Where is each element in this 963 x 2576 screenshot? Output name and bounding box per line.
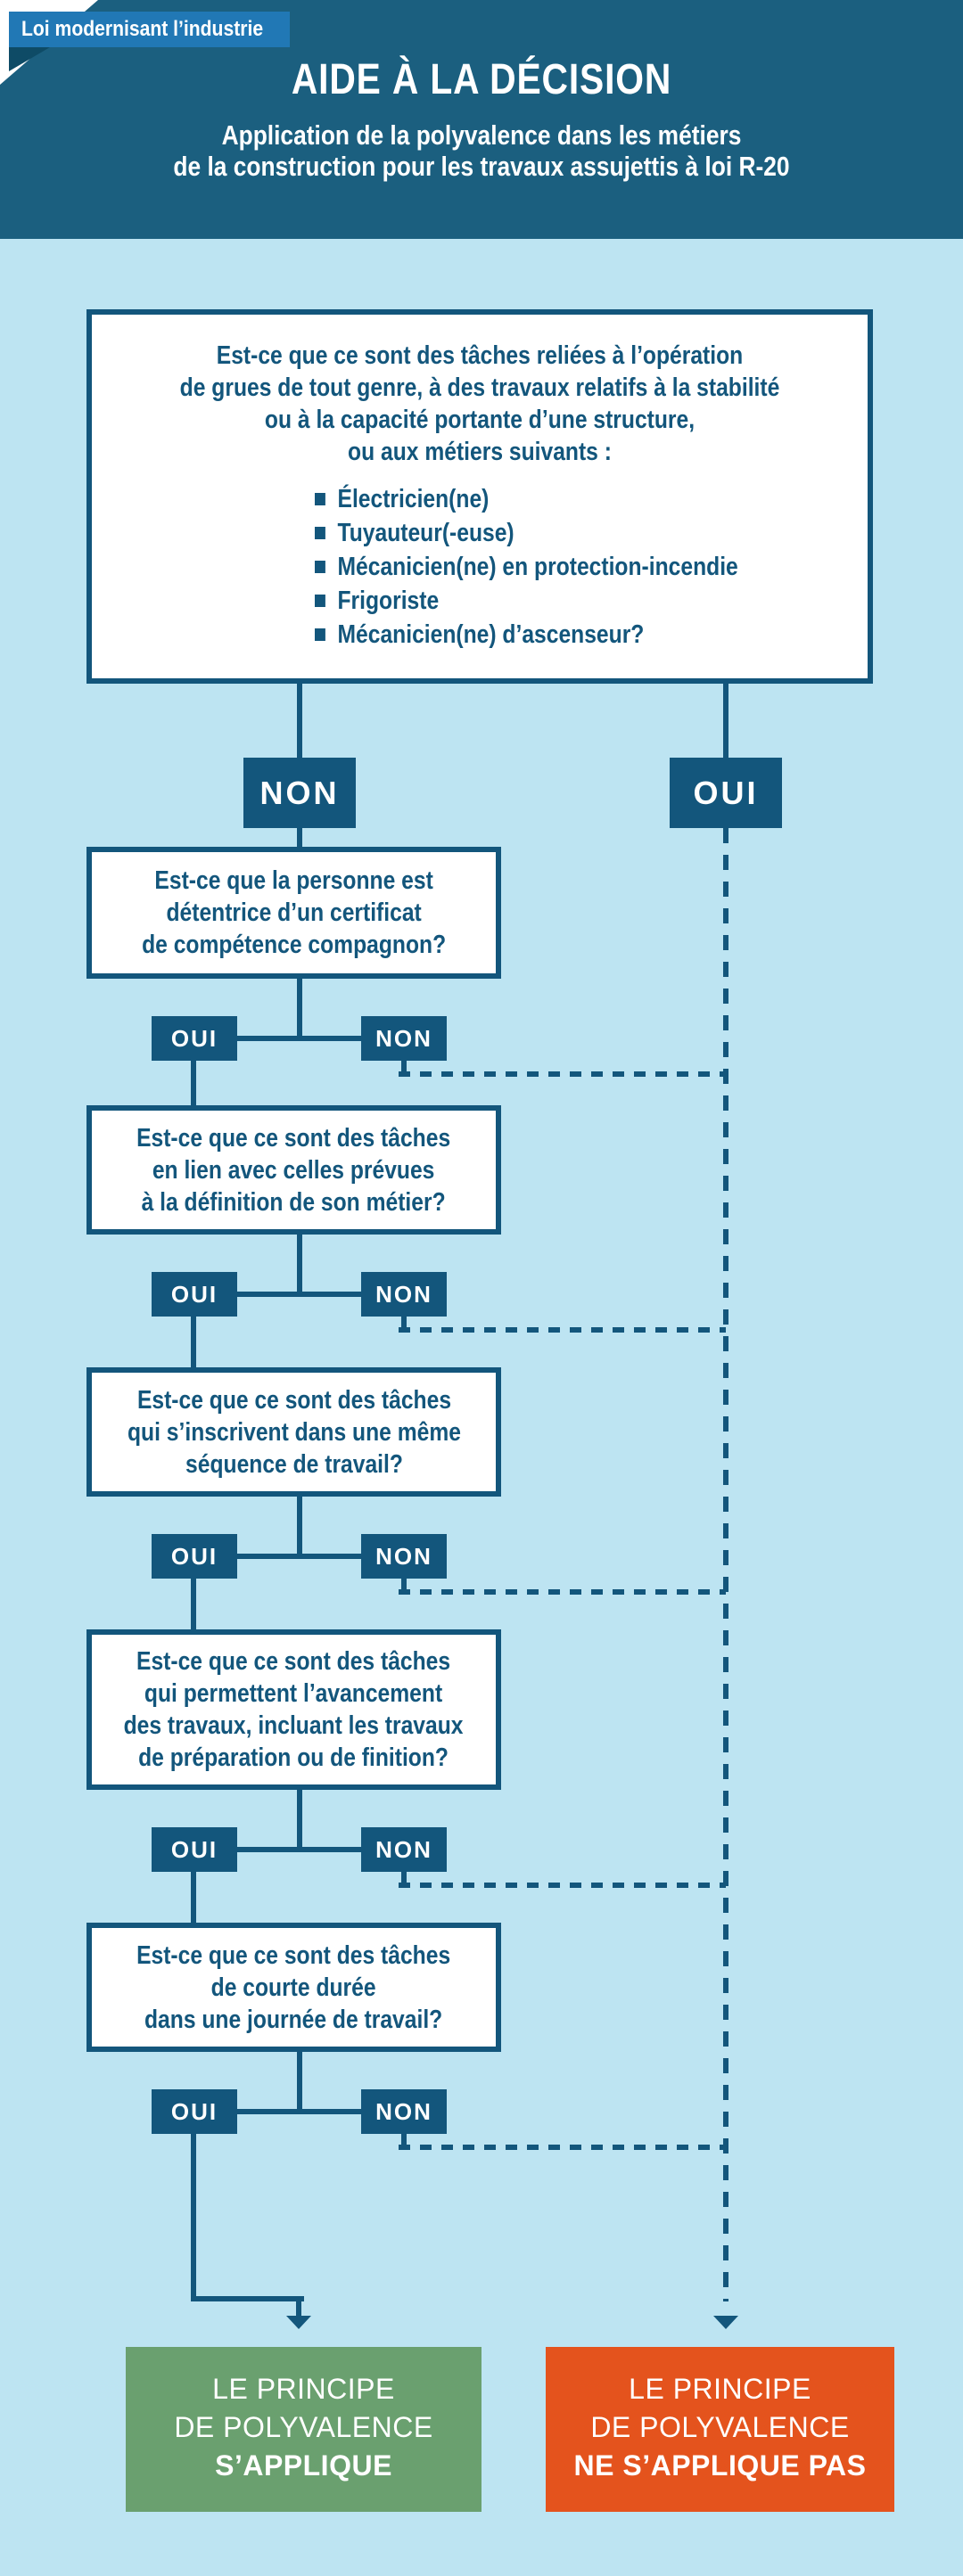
connector-oui-drop <box>191 1872 196 1923</box>
trade-label: Mécanicien(ne) d’ascenseur? <box>337 619 645 649</box>
connector-oui-drop <box>191 1317 196 1367</box>
trade-label: Tuyauteur(-euse) <box>337 518 514 547</box>
connector-horizontal <box>236 2109 361 2114</box>
law-ribbon <box>9 12 290 47</box>
trade-label: Électricien(ne) <box>337 484 490 513</box>
question-text: Est-ce que la personne est détentrice d’un certificat de compétence compagnon? <box>141 866 447 959</box>
law-ribbon-label: Loi modernisant l’industrie <box>21 17 264 41</box>
connector-stub <box>297 1235 302 1297</box>
connector-horizontal <box>236 1554 361 1559</box>
connector-non-stub <box>401 1579 407 1589</box>
square-bullet-icon <box>315 527 325 539</box>
header-banner <box>0 0 963 239</box>
connector-non-stub <box>401 1872 407 1883</box>
connector-horizontal <box>236 1847 361 1852</box>
outcome-not-applies-box <box>546 2347 894 2512</box>
outcome-applies-emphasis: S’APPLIQUE <box>215 2449 392 2482</box>
connector-final-shaft <box>296 2301 301 2316</box>
connector-final-oui-drop <box>191 2134 196 2301</box>
square-bullet-icon <box>315 595 325 607</box>
non-chip: NON <box>361 1272 447 1317</box>
list-item <box>315 584 785 618</box>
dashed-connector <box>399 1327 726 1333</box>
connector-stub <box>297 1790 302 1852</box>
oui-chip: OUI <box>152 1272 237 1317</box>
non-chip: NON <box>361 1016 447 1061</box>
question-box-2 <box>86 1105 501 1235</box>
start-question-box <box>86 309 873 684</box>
connector-non-stub <box>401 1061 407 1071</box>
non-chip: NON <box>361 1534 447 1579</box>
trade-label: Mécanicien(ne) en protection-incendie <box>337 552 738 581</box>
non-chip: NON <box>361 1827 447 1872</box>
dashed-arrow-down-icon <box>713 2316 738 2329</box>
connector-stub <box>297 2052 302 2114</box>
square-bullet-icon <box>315 628 325 641</box>
connector-horizontal <box>236 1036 361 1041</box>
question-text: Est-ce que ce sont des tâches en lien avec celles prévues à la définition de son métier? <box>136 1123 451 1217</box>
dashed-bypass-line <box>723 828 728 2301</box>
connector-non-stub <box>401 2134 407 2145</box>
question-box-1 <box>86 847 501 979</box>
non-chip: NON <box>361 2089 447 2134</box>
dashed-connector <box>399 1589 726 1595</box>
ribbon-fold <box>9 47 50 71</box>
connector-oui-branch <box>723 684 728 758</box>
list-item <box>315 550 785 584</box>
question-text: Est-ce que ce sont des tâches qui permettent l’avancement des travaux, incluant les travaux de préparation ou de finition? <box>124 1647 464 1772</box>
question-text: Est-ce que ce sont des tâches qui s’inscrivent dans une même séquence de travail? <box>127 1385 461 1479</box>
trade-label: Frigoriste <box>337 586 440 615</box>
list-item <box>315 618 785 652</box>
dashed-connector <box>399 1071 726 1077</box>
non-branch-label: NON <box>243 758 356 828</box>
oui-branch-label: OUI <box>670 758 782 828</box>
connector-non-branch <box>297 684 302 758</box>
dashed-connector <box>399 1883 726 1888</box>
question-box-5 <box>86 1923 501 2052</box>
connector-horizontal <box>236 1292 361 1297</box>
outcome-applies-text: LE PRINCIPE DE POLYVALENCE <box>174 2373 433 2443</box>
connector-stub <box>297 979 302 1041</box>
oui-chip: OUI <box>152 1016 237 1061</box>
trades-list <box>315 482 785 652</box>
page-subtitle: Application de la polyvalence dans les métiers de la construction pour les travaux assujettis à loi R-20 <box>173 119 790 182</box>
connector-oui-drop <box>191 1061 196 1105</box>
list-item <box>315 516 785 550</box>
oui-chip: OUI <box>152 2089 237 2134</box>
square-bullet-icon <box>315 561 325 573</box>
connector-stub <box>297 1497 302 1559</box>
connector-oui-drop <box>191 1579 196 1629</box>
solid-arrow-down-icon <box>286 2316 311 2329</box>
dashed-connector <box>399 2145 726 2150</box>
page-title: AIDE À LA DÉCISION <box>291 56 672 103</box>
question-box-3 <box>86 1367 501 1497</box>
question-text: Est-ce que ce sont des tâches de courte durée dans une journée de travail? <box>136 1940 451 2034</box>
connector-final-elbow <box>191 2296 304 2301</box>
connector-non-stub <box>401 1317 407 1327</box>
outcome-not-applies-text: LE PRINCIPE DE POLYVALENCE <box>590 2373 850 2443</box>
question-box-4 <box>86 1629 501 1790</box>
oui-chip: OUI <box>152 1534 237 1579</box>
start-question-text: Est-ce que ce sont des tâches reliées à l’opération de grues de tout genre, à des travaux relatifs à la stabilité ou à la capacité portante d’une structure, ou aux métiers suivants : <box>179 341 780 466</box>
list-item <box>315 482 785 516</box>
outcome-not-applies-emphasis: NE S’APPLIQUE PAS <box>573 2449 867 2482</box>
outcome-applies-box <box>126 2347 482 2512</box>
connector-non-to-q1 <box>297 828 302 847</box>
square-bullet-icon <box>315 493 325 505</box>
oui-chip: OUI <box>152 1827 237 1872</box>
